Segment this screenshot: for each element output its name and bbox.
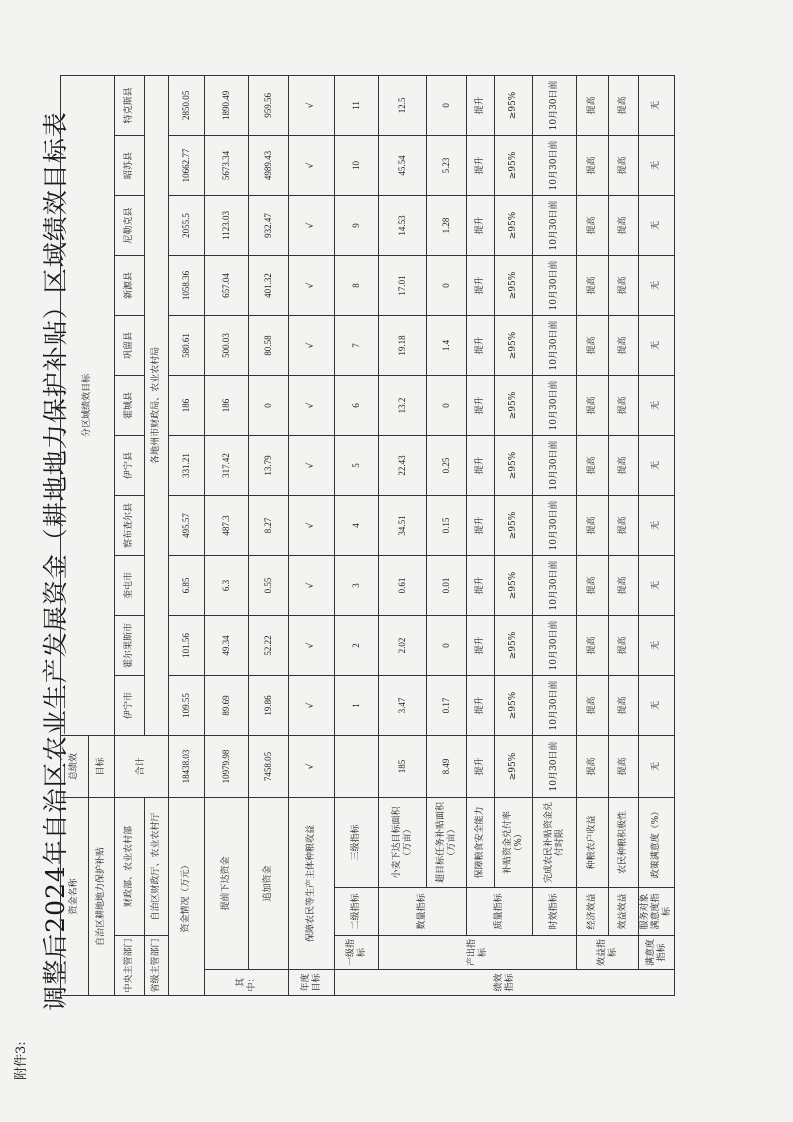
region-value: √	[289, 255, 335, 315]
table-row	[379, 75, 427, 995]
region-value: 49.34	[205, 615, 249, 675]
total-value: 7458.05	[249, 735, 289, 797]
total-value: 10月30日前	[533, 735, 577, 797]
region-header: 伊宁市	[115, 675, 145, 735]
table-row	[533, 75, 577, 995]
region-value: 45.54	[379, 135, 427, 195]
region-value: 8.27	[249, 495, 289, 555]
region-value: √	[289, 675, 335, 735]
region-value: 0	[427, 615, 467, 675]
satisfaction-sub-label: 服务对象满意度指标	[639, 888, 675, 936]
region-value: 52.22	[249, 615, 289, 675]
region-value: 34.51	[379, 495, 427, 555]
region-value: ≥95%	[495, 375, 533, 435]
region-header: 昭苏县	[115, 135, 145, 195]
region-value: 0.17	[427, 675, 467, 735]
region-value: 提升	[467, 495, 495, 555]
output-indicator-label: 产出指标	[379, 936, 577, 970]
region-value: 932.47	[249, 195, 289, 255]
benefit-indicator-label: 效益指标	[577, 936, 639, 970]
region-value: 13.79	[249, 435, 289, 495]
region-header: 霍城县	[115, 375, 145, 435]
region-value: 10月30日前	[533, 75, 577, 135]
region-value: 2.02	[379, 615, 427, 675]
region-value: 657.04	[205, 255, 249, 315]
central-dept-value: 财政部、农业农村部	[115, 797, 145, 935]
region-value: 10月30日前	[533, 135, 577, 195]
region-value: 6.3	[205, 555, 249, 615]
region-value: 19.18	[379, 315, 427, 375]
region-value: ≥95%	[495, 315, 533, 375]
region-value: 0	[427, 375, 467, 435]
region-value: 101.56	[169, 615, 205, 675]
region-value: 80.58	[249, 315, 289, 375]
region-value: 401.32	[249, 255, 289, 315]
region-value: 提升	[467, 75, 495, 135]
table-row	[249, 75, 289, 995]
region-value: 19.86	[249, 675, 289, 735]
region-value: ≥95%	[495, 675, 533, 735]
table-row	[169, 75, 205, 995]
region-value: 1890.49	[205, 75, 249, 135]
among-label: 其中：	[205, 970, 289, 996]
region-value: 1058.36	[169, 255, 205, 315]
agencies-row: 各地州市财政局、农业农村局	[145, 75, 169, 735]
region-value: 959.56	[249, 75, 289, 135]
region-value: 提高	[609, 255, 639, 315]
region-value: 提升	[467, 375, 495, 435]
region-value: 5.23	[427, 135, 467, 195]
total-header: 合计	[115, 735, 169, 797]
indicator-label: 政策满意度（%）	[639, 797, 675, 887]
region-value: 580.61	[169, 315, 205, 375]
annual-goal-label: 年度目标	[289, 970, 335, 996]
region-value: ≥95%	[495, 195, 533, 255]
region-value: √	[289, 615, 335, 675]
region-value: 提高	[609, 135, 639, 195]
table-row	[289, 75, 335, 995]
region-value: 4	[335, 495, 379, 555]
region-value: 无	[639, 675, 675, 735]
indicator-label: 小麦下达目标面积（万亩）	[379, 797, 427, 887]
region-value: √	[289, 135, 335, 195]
level1-header: 一级指标	[335, 936, 379, 970]
total-value	[335, 735, 379, 797]
region-value: √	[289, 195, 335, 255]
table-row	[467, 75, 495, 995]
annual-goal-text: 保障农民等生产主体种粮收益	[289, 797, 335, 969]
fund-name-label: 资金名称	[61, 797, 89, 995]
indicator-label: 补贴资金兑付率（%）	[495, 797, 533, 887]
region-value: 0	[427, 255, 467, 315]
region-value: 14.53	[379, 195, 427, 255]
region-value: 10月30日前	[533, 675, 577, 735]
region-value: ≥95%	[495, 255, 533, 315]
region-value: 2055.5	[169, 195, 205, 255]
advance-label: 提前下达资金	[205, 797, 249, 969]
region-value: 5673.34	[205, 135, 249, 195]
region-value: 提高	[577, 75, 609, 135]
region-value: 12.5	[379, 75, 427, 135]
fund-status-label: 资金情况（万元）	[169, 797, 205, 995]
region-value: ≥95%	[495, 615, 533, 675]
region-value: 2	[335, 615, 379, 675]
region-value: √	[289, 375, 335, 435]
region-value: 4989.43	[249, 135, 289, 195]
region-value: 提高	[577, 255, 609, 315]
indicator-label: 种粮农户收益	[577, 797, 609, 887]
level3-header: 三级指标	[335, 797, 379, 887]
level2-header: 二级指标	[335, 888, 379, 936]
region-value: 2850.05	[169, 75, 205, 135]
region-value: ≥95%	[495, 495, 533, 555]
table-row	[335, 75, 379, 995]
region-header: 巩留县	[115, 315, 145, 375]
region-value: 提高	[577, 375, 609, 435]
region-value: 0.61	[379, 555, 427, 615]
region-value: 10月30日前	[533, 435, 577, 495]
table-row	[205, 75, 249, 995]
region-value: 无	[639, 75, 675, 135]
fund-name-value: 自治区耕地地力保护补贴	[89, 797, 115, 995]
total-value: 18438.03	[169, 735, 205, 797]
region-value: 提升	[467, 675, 495, 735]
table-row	[609, 75, 639, 995]
sub-perf-header: 分区域绩效目标	[61, 75, 115, 735]
region-value: 89.69	[205, 675, 249, 735]
region-value: 无	[639, 435, 675, 495]
region-value: 10月30日前	[533, 315, 577, 375]
region-value: 提高	[577, 195, 609, 255]
indicator-label: 超目标任务补贴面积（万亩）	[427, 797, 467, 887]
region-value: 0	[427, 75, 467, 135]
prov-dept-label: 省级主管部门	[145, 936, 169, 996]
timeliness-indicator-label: 时效指标	[533, 888, 577, 936]
region-value: 10月30日前	[533, 555, 577, 615]
region-header: 伊宁县	[115, 435, 145, 495]
region-value: ≥95%	[495, 135, 533, 195]
page-title: 调整后2024年自治区农业生产发展资金（耕地地力保护补贴）区域绩效目标表	[41, 111, 70, 1011]
central-dept-label: 中央主管部门	[115, 936, 145, 996]
region-value: 317.42	[205, 435, 249, 495]
region-header: 察布查尔县	[115, 495, 145, 555]
region-value: 9	[335, 195, 379, 255]
region-value: 提高	[609, 615, 639, 675]
region-value: 提升	[467, 255, 495, 315]
region-value: 11	[335, 75, 379, 135]
region-value: 提高	[609, 435, 639, 495]
region-value: 无	[639, 555, 675, 615]
region-value: 6	[335, 375, 379, 435]
region-value: √	[289, 495, 335, 555]
total-value: 无	[639, 735, 675, 797]
region-value: 0.25	[427, 435, 467, 495]
region-value: 提高	[609, 495, 639, 555]
region-value: 提升	[467, 615, 495, 675]
indicator-label: 完成农民补贴资金兑付时限	[533, 797, 577, 887]
region-value: 提高	[609, 675, 639, 735]
region-value: 1123.03	[205, 195, 249, 255]
region-value: 109.55	[169, 675, 205, 735]
table-row	[577, 75, 609, 995]
region-value: 无	[639, 375, 675, 435]
region-value: 17.01	[379, 255, 427, 315]
region-value: 1.28	[427, 195, 467, 255]
region-value: 提升	[467, 315, 495, 375]
attachment-label: 附件3:	[14, 1041, 29, 1080]
region-value: 提高	[577, 315, 609, 375]
region-value: 提升	[467, 135, 495, 195]
region-value: 提升	[467, 435, 495, 495]
region-value: 0.01	[427, 555, 467, 615]
region-value: 无	[639, 615, 675, 675]
region-value: 3.47	[379, 675, 427, 735]
total-value: 提高	[577, 735, 609, 797]
total-value: 185	[379, 735, 427, 797]
economic-benefit-label: 经济效益	[577, 888, 609, 936]
region-value: 0	[249, 375, 289, 435]
total-value: 提高	[609, 735, 639, 797]
added-label: 追加资金	[249, 797, 289, 969]
satisfaction-indicator-label: 满意度指标	[639, 936, 675, 970]
region-value: 提高	[609, 75, 639, 135]
region-value: 提升	[467, 195, 495, 255]
region-value: ≥95%	[495, 435, 533, 495]
region-value: 提高	[577, 675, 609, 735]
region-value: 10月30日前	[533, 495, 577, 555]
total-value: √	[289, 735, 335, 797]
performance-table	[60, 75, 675, 996]
region-value: 22.43	[379, 435, 427, 495]
total-value: 8.49	[427, 735, 467, 797]
region-value: 提高	[577, 135, 609, 195]
region-value: 8	[335, 255, 379, 315]
region-value: 提高	[577, 435, 609, 495]
table-row	[427, 75, 467, 995]
perf-indicator-label: 绩效指标	[335, 970, 675, 996]
region-value: 无	[639, 315, 675, 375]
quantity-indicator-label: 数量指标	[379, 888, 467, 936]
region-value: 13.2	[379, 375, 427, 435]
region-value: 提高	[577, 615, 609, 675]
target-header: 目标	[89, 735, 115, 797]
indicator-label: 保障粮食安全能力	[467, 797, 495, 887]
region-value: ≥95%	[495, 555, 533, 615]
region-value: 提高	[609, 315, 639, 375]
region-value: 提高	[609, 375, 639, 435]
total-value: ≥95%	[495, 735, 533, 797]
region-header: 尼勒克县	[115, 195, 145, 255]
region-value: 无	[639, 135, 675, 195]
region-value: 5	[335, 435, 379, 495]
region-header: 奎屯市	[115, 555, 145, 615]
region-value: 0.55	[249, 555, 289, 615]
region-value: 186	[169, 375, 205, 435]
region-value: 无	[639, 195, 675, 255]
region-value: 提升	[467, 555, 495, 615]
region-value: 10月30日前	[533, 615, 577, 675]
region-value: 提高	[609, 555, 639, 615]
table-row	[639, 75, 675, 995]
prov-dept-value: 自治区财政厅、农业农村厅	[145, 797, 169, 935]
region-header: 特克斯县	[115, 75, 145, 135]
region-value: 1	[335, 675, 379, 735]
region-value: 无	[639, 255, 675, 315]
region-value: 10月30日前	[533, 195, 577, 255]
region-value: 331.21	[169, 435, 205, 495]
region-value: 提高	[577, 495, 609, 555]
region-value: √	[289, 315, 335, 375]
region-value: 10662.77	[169, 135, 205, 195]
region-value: 7	[335, 315, 379, 375]
indicator-label: 农民种粮积极性	[609, 797, 639, 887]
region-value: 提高	[609, 195, 639, 255]
region-value: 0.15	[427, 495, 467, 555]
region-value: 提高	[577, 555, 609, 615]
region-value: 1.4	[427, 315, 467, 375]
table-row	[495, 75, 533, 995]
quality-indicator-label: 质量指标	[467, 888, 533, 936]
region-value: √	[289, 555, 335, 615]
region-header: 霍尔果斯市	[115, 615, 145, 675]
region-value: √	[289, 75, 335, 135]
region-value: 186	[205, 375, 249, 435]
region-value: 6.85	[169, 555, 205, 615]
region-value: 10月30日前	[533, 375, 577, 435]
region-value: √	[289, 435, 335, 495]
total-value: 10979.98	[205, 735, 249, 797]
region-value: ≥95%	[495, 75, 533, 135]
region-header: 新源县	[115, 255, 145, 315]
total-value: 提升	[467, 735, 495, 797]
region-value: 500.03	[205, 315, 249, 375]
region-value: 487.3	[205, 495, 249, 555]
region-value: 495.57	[169, 495, 205, 555]
total-perf-header: 总绩效	[61, 735, 89, 797]
region-value: 10月30日前	[533, 255, 577, 315]
region-value: 10	[335, 135, 379, 195]
region-value: 3	[335, 555, 379, 615]
social-benefit-label: 效益效益	[609, 888, 639, 936]
region-value: 无	[639, 495, 675, 555]
